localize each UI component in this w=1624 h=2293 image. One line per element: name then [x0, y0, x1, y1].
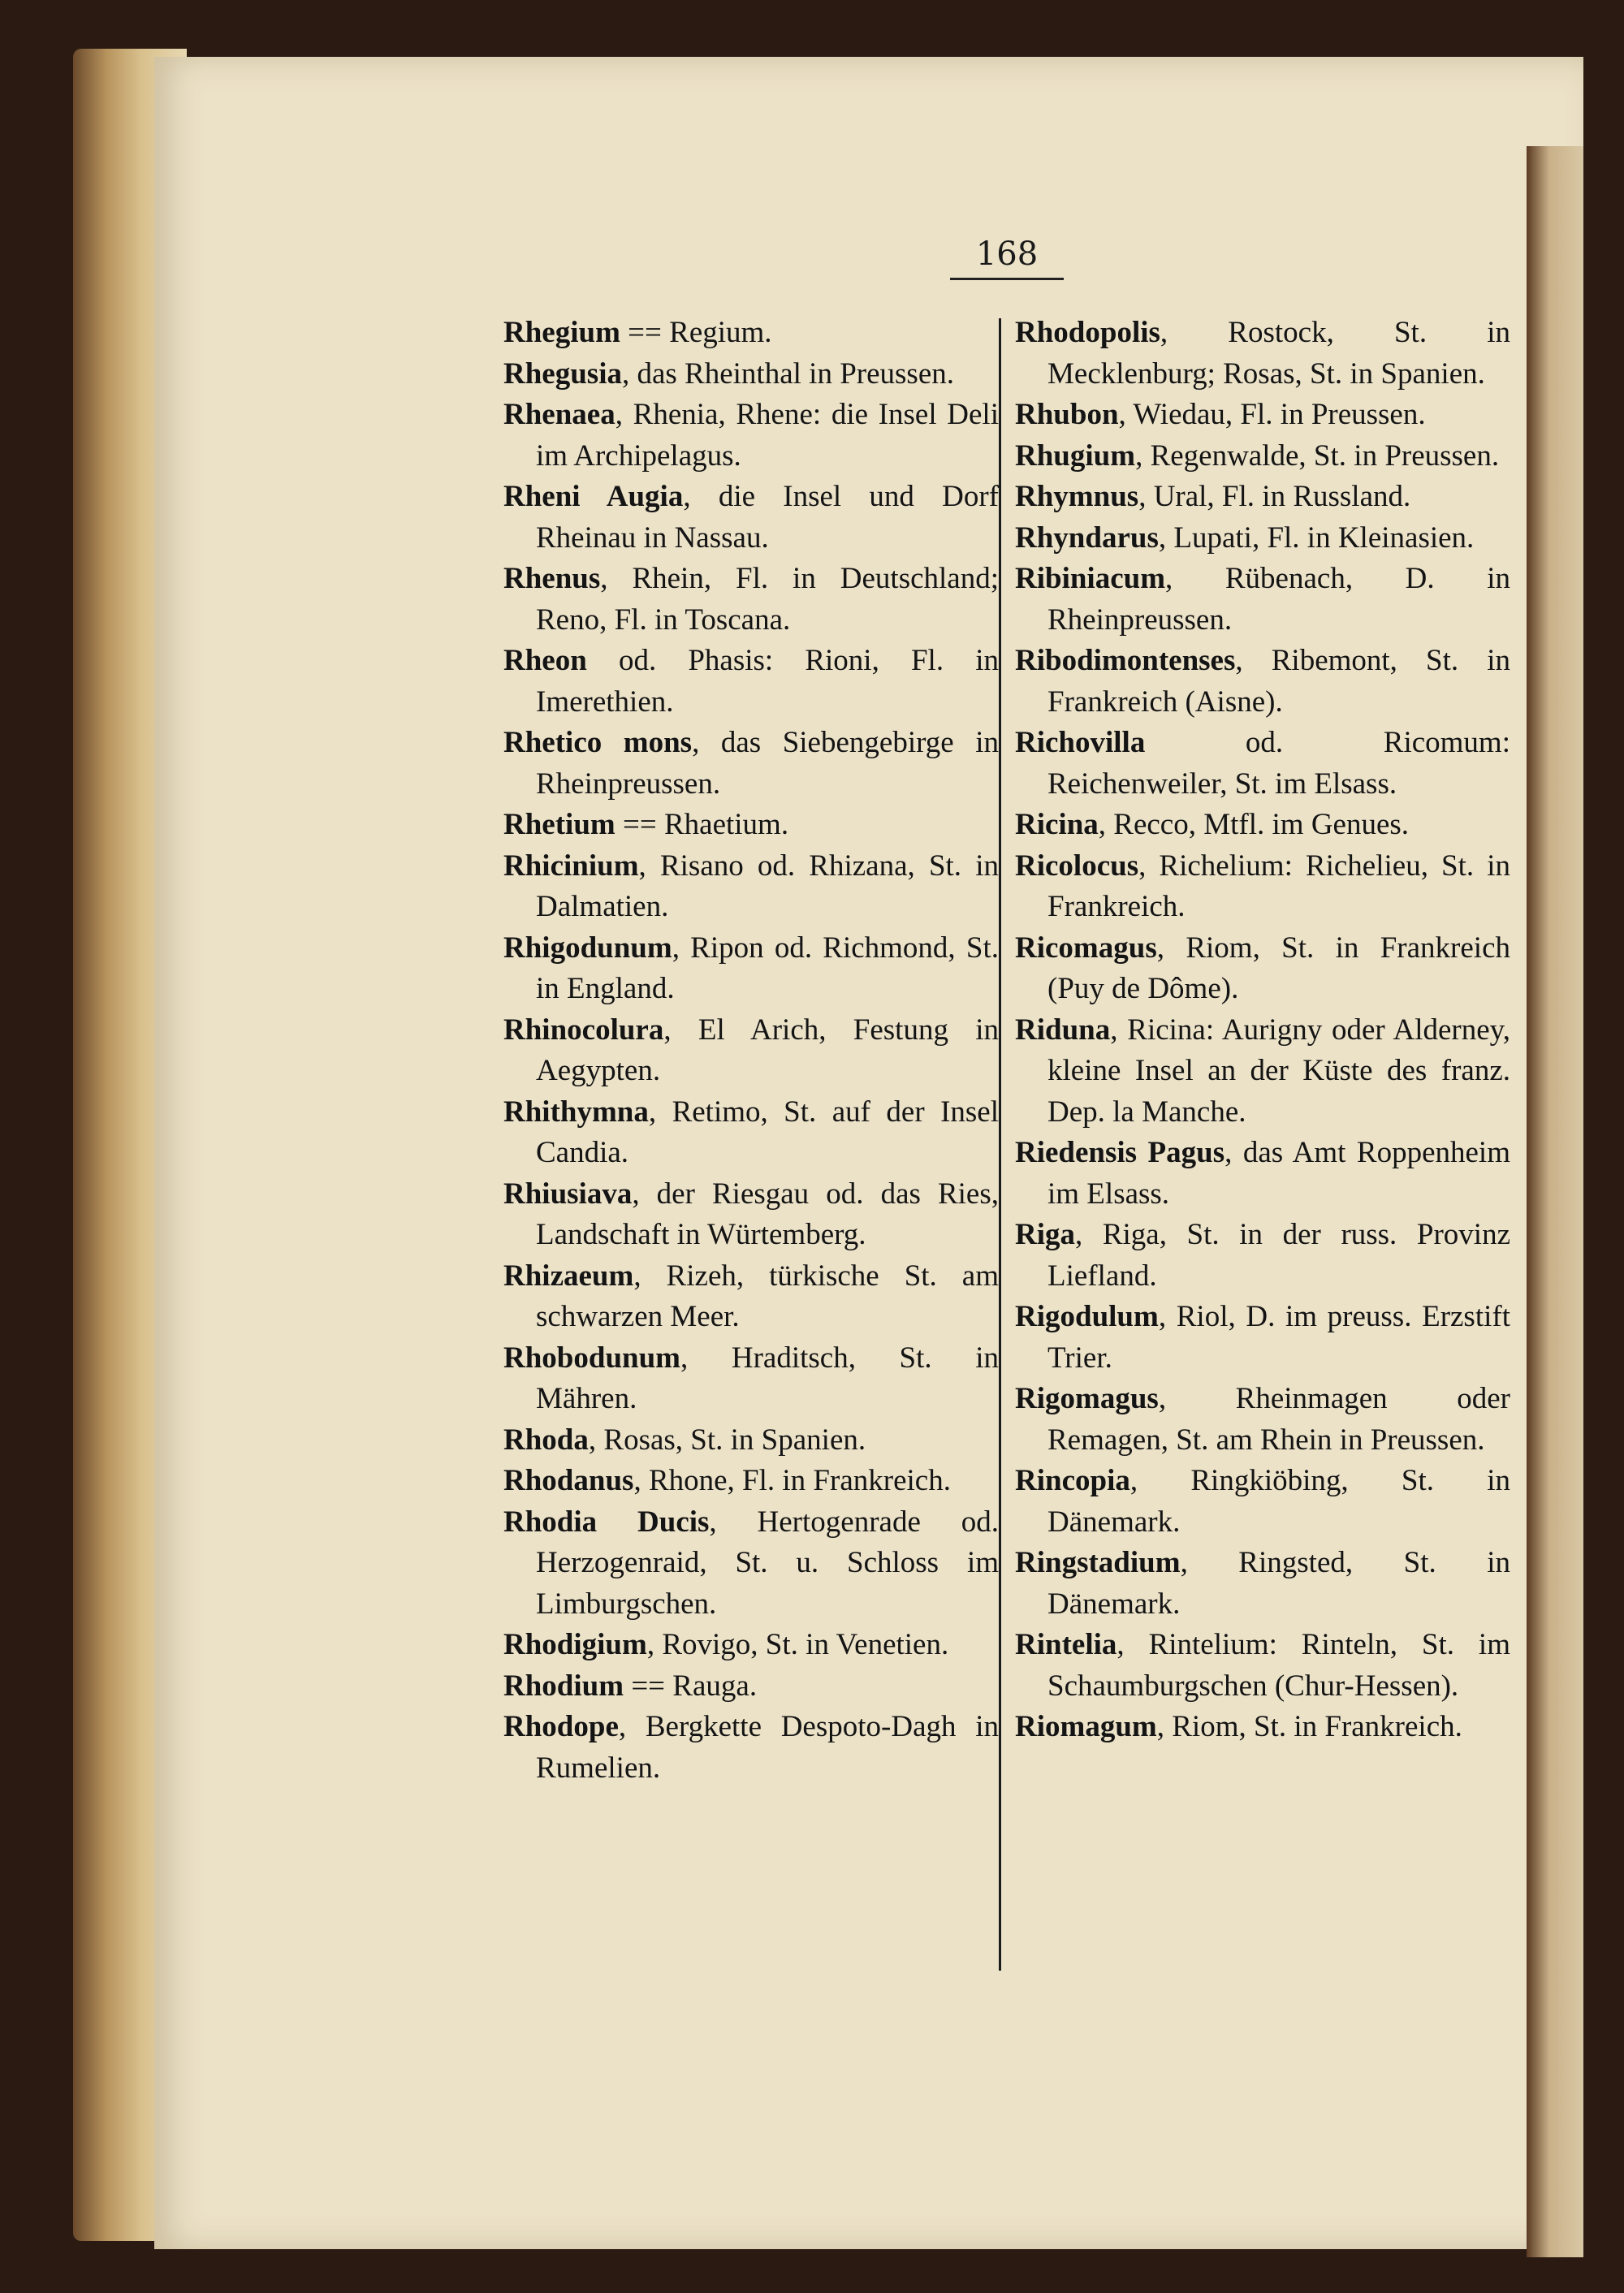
entry-text: , Rintelium: Rinteln, St. im Schaumburgschen (Chur-Hessen). [1047, 1628, 1510, 1703]
dictionary-entry [503, 313, 999, 354]
entry-headword: Rhegium [503, 316, 620, 349]
dictionary-entry [1015, 518, 1510, 559]
entry-text: od. Ricomum: Reichenweiler, St. im Elsass. [1047, 726, 1510, 801]
entry-text: , Riom, St. in Frankreich. [1156, 1710, 1462, 1743]
entry-headword: Rhubon [1015, 398, 1119, 431]
entry-text: , El Arich, Festung in Aegypten. [536, 1013, 999, 1087]
entry-text: , Ringsted, St. in Dänemark. [1047, 1546, 1510, 1621]
entry-headword: Rheon [503, 644, 587, 677]
dictionary-entry [503, 846, 999, 928]
entry-text: , der Riesgau od. das Ries, Landschaft in Würtemberg. [536, 1177, 999, 1251]
dictionary-entry [503, 1461, 999, 1502]
entry-text: , Wiedau, Fl. in Preussen. [1118, 398, 1426, 431]
entry-text: , Regenwalde, St. in Preussen. [1135, 438, 1500, 473]
entry-text: od. Phasis: Rioni, Fl. in Imerethien. [536, 644, 999, 719]
entry-headword: Rheni Augia [503, 480, 684, 513]
entry-headword: Richovilla [1015, 726, 1146, 759]
entry-text: , das Amt Roppenheim im Elsass. [1047, 1136, 1510, 1211]
dictionary-entry [1015, 1379, 1510, 1461]
entry-text: , Rhone, Fl. in Frankreich. [633, 1464, 951, 1497]
column-divider [999, 318, 1001, 1971]
entry-text: , Rheinmagen oder Remagen, St. am Rhein in Preussen. [1047, 1382, 1510, 1457]
entry-text: , Retimo, St. auf der Insel Candia. [536, 1095, 999, 1169]
entry-headword: Rhodium [503, 1669, 624, 1703]
dictionary-entry [503, 354, 999, 395]
page-number: 168 [950, 235, 1064, 280]
entry-headword: Rhenaea [503, 398, 615, 431]
entry-headword: Rintelia [1015, 1628, 1117, 1661]
entry-text: , Rosas, St. in Spanien. [588, 1423, 866, 1457]
entry-headword: Ringstadium [1015, 1546, 1181, 1579]
dictionary-entry [1015, 559, 1510, 641]
entry-headword: Rincopia [1015, 1464, 1130, 1497]
entry-headword: Rhenus [503, 562, 601, 595]
dictionary-entry [503, 641, 999, 723]
dictionary-entry [503, 1666, 999, 1708]
entry-headword: Rhigodunum [503, 931, 672, 965]
entry-headword: Rigodulum [1015, 1300, 1159, 1333]
entry-text: , das Siebengebirge in Rheinpreussen. [536, 726, 999, 801]
entry-headword: Riedensis Pagus [1015, 1136, 1225, 1169]
dictionary-entry [1015, 1297, 1510, 1379]
entry-text: == Regium. [620, 316, 772, 349]
entry-headword: Rhizaeum [503, 1259, 634, 1293]
entry-text: , Rovigo, St. in Venetien. [646, 1628, 949, 1661]
entry-headword: Ricolocus [1015, 849, 1139, 883]
entry-text: , Riol, D. im preuss. Erzstift Trier. [1047, 1300, 1510, 1375]
entry-text: , Rostock, St. in Mecklenburg; Rosas, St. in Spanien. [1047, 316, 1510, 391]
entry-text: , die Insel und Dorf Rheinau in Nassau. [536, 480, 999, 555]
book-page-edge-right [1527, 146, 1583, 2257]
entry-text: , Riga, St. in der russ. Provinz Liefland. [1047, 1218, 1510, 1293]
entry-headword: Rhobodunum [503, 1341, 681, 1375]
entry-headword: Riga [1015, 1218, 1075, 1251]
entry-text: , Hraditsch, St. in Mähren. [536, 1341, 999, 1415]
entry-headword: Rhodanus [503, 1464, 634, 1497]
dictionary-entry [503, 1625, 999, 1666]
dictionary-entry [503, 1174, 999, 1256]
entry-headword: Ricina [1015, 808, 1099, 841]
entry-headword: Rhegusia [503, 356, 622, 391]
dictionary-entry [1015, 641, 1510, 723]
dictionary-entry [503, 477, 999, 559]
dictionary-entry [1015, 395, 1510, 436]
dictionary-entry [1015, 1461, 1510, 1543]
entry-text: == Rauga. [624, 1669, 758, 1703]
entry-headword: Ribiniacum [1015, 562, 1166, 595]
entry-text: , Rizeh, türkische St. am schwarzen Meer. [536, 1259, 999, 1333]
entry-text: , Ripon od. Richmond, St. in England. [536, 931, 999, 1005]
dictionary-entry [1015, 436, 1510, 477]
dictionary-entry [503, 395, 999, 477]
entry-text: , Risano od. Rhizana, St. in Dalmatien. [536, 849, 999, 923]
entry-headword: Rigomagus [1015, 1382, 1159, 1415]
dictionary-entry [1015, 928, 1510, 1010]
dictionary-entry [503, 723, 999, 805]
dictionary-entry [1015, 1707, 1510, 1748]
entry-headword: Rhetium [503, 808, 615, 841]
entry-headword: Rhinocolura [503, 1013, 664, 1047]
entry-headword: Rhetico mons [503, 726, 693, 759]
entry-text: , Rhenia, Rhene: die Insel Deli im Archipelagus. [536, 398, 999, 473]
dictionary-entry [1015, 1215, 1510, 1297]
entry-text: , Rhein, Fl. in Deutschland; Reno, Fl. in Toscana. [536, 562, 999, 637]
dictionary-entry [1015, 1625, 1510, 1707]
entry-headword: Rhymnus [1015, 480, 1139, 513]
dictionary-entry [1015, 1133, 1510, 1215]
entry-text: , Rübenach, D. in Rheinpreussen. [1047, 562, 1510, 637]
entry-text: , Ringkiöbing, St. in Dänemark. [1047, 1464, 1510, 1539]
entry-headword: Riomagum [1015, 1710, 1157, 1743]
entry-text: , Riom, St. in Frankreich (Puy de Dôme). [1047, 931, 1510, 1005]
entry-headword: Rhugium [1015, 438, 1136, 473]
dictionary-entry [503, 805, 999, 846]
entry-text: , Bergkette Despoto-Dagh in Rumelien. [536, 1710, 999, 1785]
dictionary-entry [1015, 723, 1510, 805]
entry-headword: Rhodia Ducis [503, 1505, 710, 1539]
entry-text: , Recco, Mtfl. im Genues. [1098, 808, 1410, 841]
dictionary-entry [1015, 1010, 1510, 1134]
dictionary-entry [503, 1707, 999, 1789]
dictionary-entry [1015, 805, 1510, 846]
entry-text: , Richelium: Richelieu, St. in Frankreich. [1047, 849, 1510, 923]
dictionary-entry [503, 1420, 999, 1462]
right-column [1015, 313, 1510, 1748]
entry-text: , Ural, Fl. in Russland. [1138, 480, 1411, 513]
dictionary-entry [503, 1010, 999, 1092]
dictionary-entry [503, 928, 999, 1010]
dictionary-entry [503, 1502, 999, 1626]
entry-text: , Hertogenrade od. Herzogenraid, St. u. Schloss im Limburgschen. [536, 1505, 999, 1621]
entry-text: == Rhaetium. [615, 808, 789, 841]
entry-headword: Rhithymna [503, 1095, 649, 1129]
entry-text: , Lupati, Fl. in Kleinasien. [1158, 520, 1475, 555]
entry-headword: Riduna [1015, 1013, 1111, 1047]
entry-headword: Rhodigium [503, 1628, 647, 1661]
dictionary-entry [503, 559, 999, 641]
entry-text: , Ricina: Aurigny oder Alderney, kleine Insel an der Küste des franz. Dep. la Manche. [1047, 1013, 1510, 1129]
entry-headword: Rhoda [503, 1423, 589, 1457]
entry-text: , das Rheinthal in Preussen. [621, 356, 954, 391]
entry-text: , Ribemont, St. in Frankreich (Aisne). [1047, 644, 1510, 719]
entry-headword: Rhyndarus [1015, 520, 1159, 555]
entry-headword: Ricomagus [1015, 931, 1157, 965]
dictionary-entry [1015, 846, 1510, 928]
entry-headword: Rhodopolis [1015, 316, 1160, 349]
entry-headword: Rhicinium [503, 849, 639, 883]
entry-headword: Ribodimontenses [1015, 644, 1236, 677]
dictionary-entry [503, 1256, 999, 1338]
left-column [503, 313, 999, 1789]
dictionary-entry [1015, 1543, 1510, 1625]
dictionary-entry [503, 1092, 999, 1174]
dictionary-entry [1015, 313, 1510, 395]
dictionary-entry [503, 1338, 999, 1420]
entry-headword: Rhodope [503, 1710, 619, 1743]
entry-headword: Rhiusiava [503, 1177, 633, 1211]
dictionary-entry [1015, 477, 1510, 518]
